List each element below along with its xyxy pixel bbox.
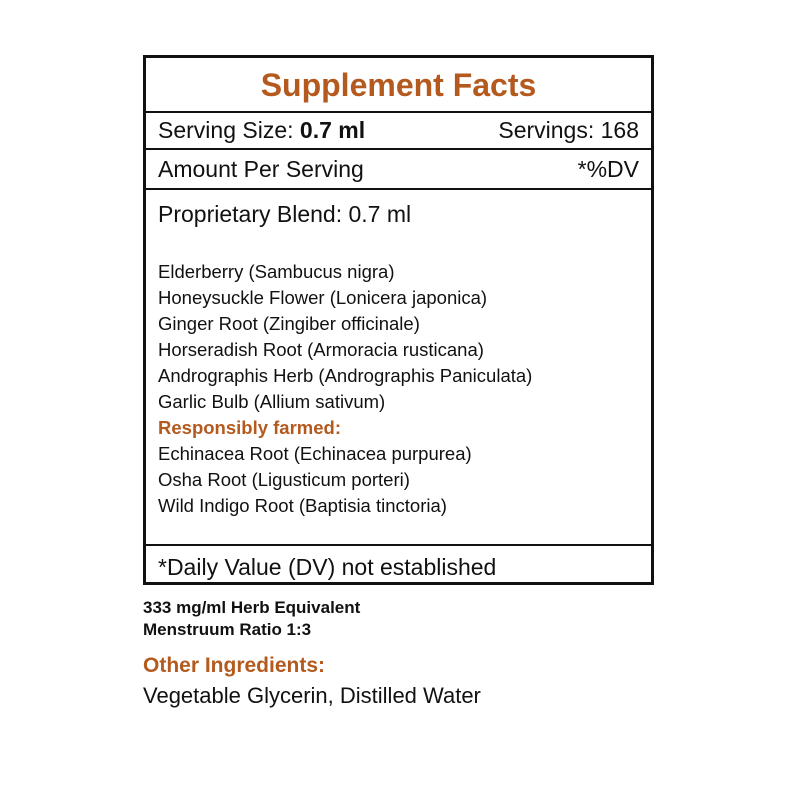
divider [146, 544, 651, 546]
servings-count: Servings: 168 [498, 117, 639, 143]
responsibly-farmed-label: Responsibly farmed: [158, 417, 341, 438]
supplement-facts-panel [143, 55, 654, 585]
herb-equivalent: 333 mg/ml Herb Equivalent [143, 598, 361, 617]
serving-size-value: 0.7 ml [299, 117, 366, 143]
strength-info [143, 597, 360, 641]
serving-size [158, 115, 365, 145]
serving-size-label: Serving Size: [158, 117, 294, 143]
panel-title: Supplement Facts [260, 67, 537, 103]
other-ingredients-heading: Other Ingredients: [143, 654, 326, 677]
farmed-ingredient-item: Echinacea Root (Echinacea purpurea) [158, 443, 472, 464]
other-ingredients-list: Vegetable Glycerin, Distilled Water [143, 683, 481, 708]
daily-value-note: *Daily Value (DV) not established [158, 554, 497, 580]
divider [146, 188, 651, 190]
amount-row [158, 154, 639, 184]
menstruum-ratio: Menstruum Ratio 1:3 [143, 620, 312, 639]
ingredient-list [158, 259, 532, 519]
divider [146, 111, 651, 113]
ingredient-item: Andrographis Herb (Andrographis Paniculata) [158, 365, 533, 386]
ingredient-item: Ginger Root (Zingiber officinale) [158, 313, 420, 334]
ingredient-item: Horseradish Root (Armoracia rusticana) [158, 339, 484, 360]
amount-per-serving: Amount Per Serving [158, 156, 364, 182]
ingredient-item: Garlic Bulb (Allium sativum) [158, 391, 386, 412]
farmed-ingredient-item: Osha Root (Ligusticum porteri) [158, 469, 410, 490]
proprietary-blend: Proprietary Blend: 0.7 ml [158, 201, 412, 227]
farmed-ingredient-item: Wild Indigo Root (Baptisia tinctoria) [158, 495, 447, 516]
ingredient-item: Elderberry (Sambucus nigra) [158, 261, 395, 282]
dv-header: *%DV [577, 156, 639, 182]
ingredient-item: Honeysuckle Flower (Lonicera japonica) [158, 287, 488, 308]
divider [146, 148, 651, 150]
serving-row [158, 115, 639, 145]
